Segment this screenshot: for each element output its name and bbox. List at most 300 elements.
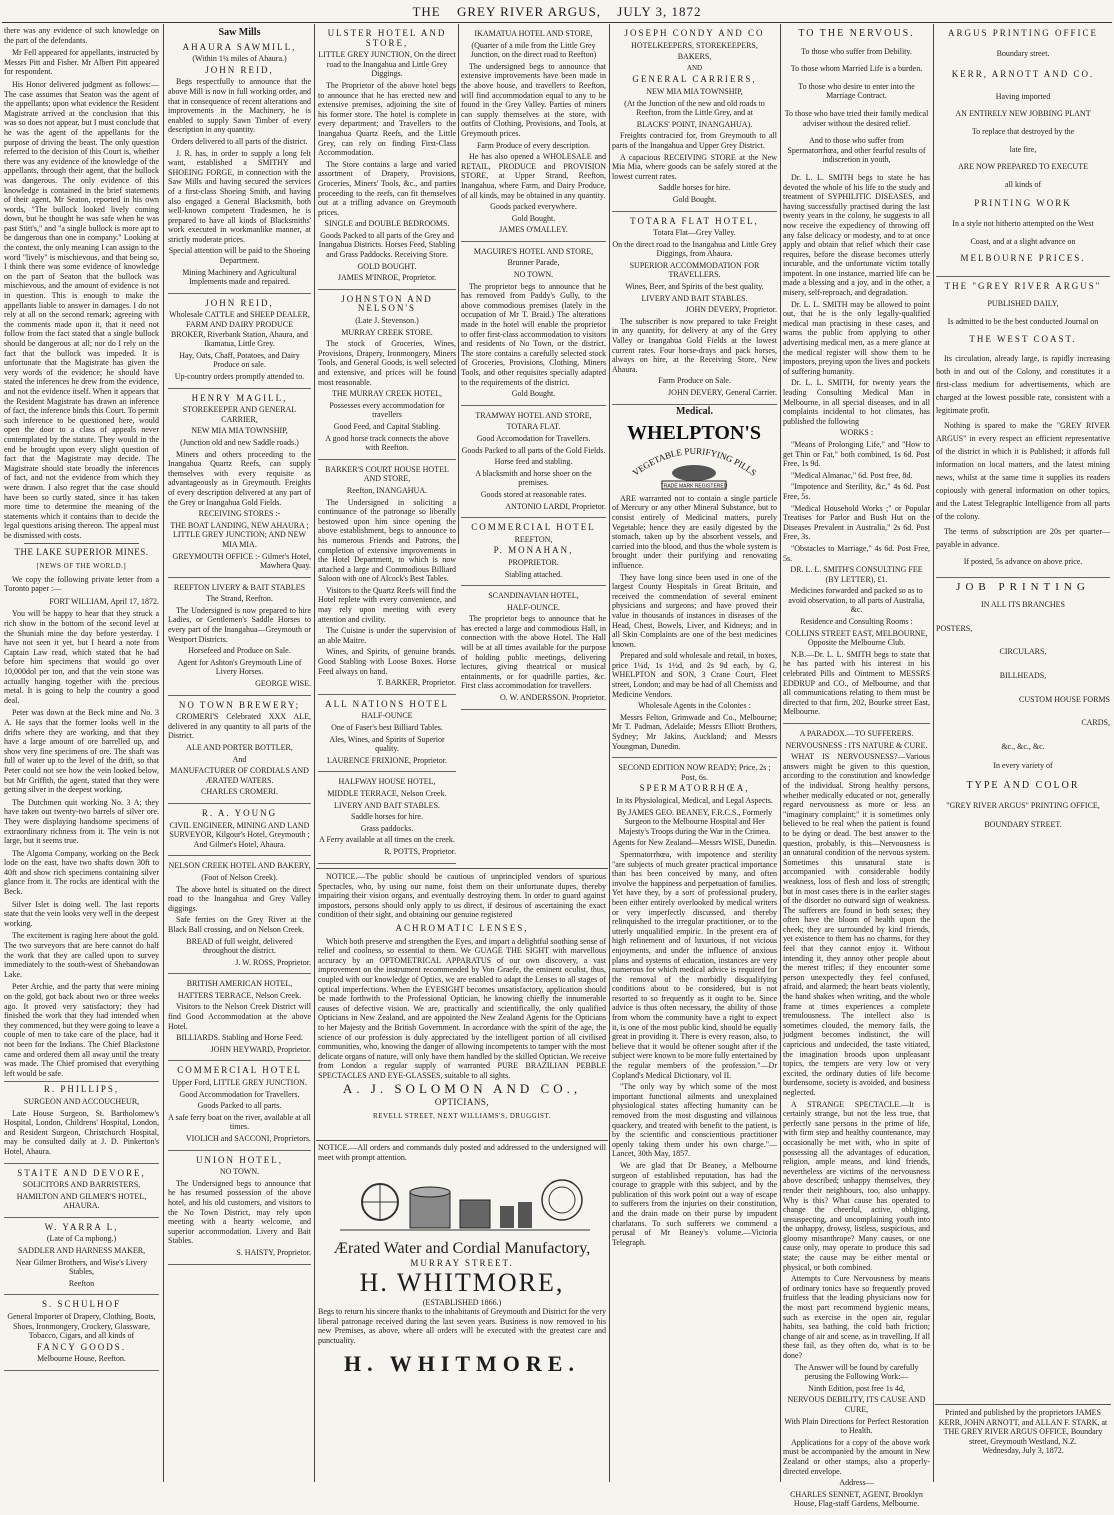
- ad-body: AND: [686, 63, 703, 72]
- ad-body: ARE warranted not to contain a single particle of Mercury or any other Mineral Substance, but to consist entirely of Medicinal matters, purely Vegetable; hence they are easily digested by the stomach, taken up by the absorbent vessels, and carried into the blood, and thus the whole system is brought under their purifying and renovating influence.: [612, 493, 777, 570]
- ad-body: The Proprietor of the above hotel begs to announce that he has erected new and extensive premises, adjoining the site of his former store. The hotel is complete in every department; and Travellers to the Inangahua Quartz Reefs, and the Little Grey, can rely on finding First-Class Accommodation.: [318, 80, 456, 158]
- ad-body: Totara Flat—Grey Valley.: [653, 228, 736, 238]
- ad-halfway-house: [318, 774, 456, 863]
- ad-solomon-opticians: [318, 872, 606, 1134]
- ad-phillips: [4, 1081, 159, 1163]
- ad-signature: S. HAISTY, Proprietor.: [236, 1247, 311, 1257]
- ad-body: Up-country orders promptly attended to.: [174, 372, 305, 381]
- ad-body: MANUFACTURER OF CORDIALS AND ÆRATED WATERS.: [170, 766, 309, 785]
- ad-body: Prepared and sold wholesale and retail, in boxes, price 1¼d, 1s 1½d, and 2s 9d each, by G. WHELPTON and SON, 3 Crane Court, Fleet street, London; and may be had of all Chemists and Medicine Vendors.: [612, 651, 777, 699]
- ad-ahaura-sawmill: [168, 40, 311, 294]
- ad-subtitle: SADDLER AND HARNESS MAKER,: [17, 1246, 146, 1256]
- ad-body: And to those who suffer from Spermatorrhœa, and other fearful results of indiscretion in youth,: [787, 136, 926, 165]
- ad-body: PROPRIETOR.: [508, 557, 559, 567]
- ad-body: The Answer will be found by carefully perusing the Following Work:—: [794, 1362, 919, 1382]
- ad-body: Having imported: [995, 91, 1051, 101]
- ad-body: A STRANGE SPECTACLE.—It is certainly strange, but not the less true, that perfectly sane persons in the prime of life, with firm step and healthy countenance, may occasionally be met with, who in spite of possessing all the advantages of education, religion, ample means, and kind friends, nevertheless are victims of the nervousness above described; unhappy themselves, they render their neighbours, too, also unhappy. Why is this? What cause has operated to change the cheerful, active, obliging, unsuspecting, and uncomplaining youth into the unhappy, drowsy, listless, suspicious, and gloomy misanthrope? Many causes, or one cause only, may operate to produce this sad state; the cause may be either mental or physical, or both combined.: [783, 1099, 930, 1272]
- column-argus-office: [936, 26, 1110, 1404]
- ad-title: R. PHILLIPS,: [43, 1084, 120, 1095]
- masthead-rule: [2, 22, 1112, 23]
- ad-body: The undersigned begs to announce that extensive improvements have been made in the above house, and travellers to Reefton, will find accommodation equal to any to be found in the Grey Valley. Parties of miners can supply themselves at the store, with outfits of Clothing, Provisions, and Tools, at Greymouth prices.: [461, 61, 606, 138]
- ad-subtitle: THE WEST COAST.: [969, 333, 1077, 344]
- ad-body: Gold Bought.: [511, 213, 556, 223]
- ad-body: (Junction old and new Saddle roads.): [180, 437, 299, 447]
- ad-body: The stock of Groceries, Wines, Provisions, Drapery, Ironmongery, Miners Tools, and General Goods, is well selected and extensive, and prices will be found most reasonable.: [318, 339, 456, 387]
- ad-body: Mining Machinery and Agricultural Implements made and repaired.: [182, 267, 297, 287]
- ad-body: A good horse track connects the above with Reefton.: [325, 433, 449, 453]
- ad-subtitle: GENERAL CARRIERS,: [632, 74, 757, 85]
- colophon: [936, 1408, 1110, 1456]
- ad-body: Horse feed and stabling.: [494, 457, 573, 467]
- column-divider: [163, 24, 164, 1482]
- text-paragraph: there was any evidence of such knowledge on the part of the defendants.: [4, 26, 159, 45]
- ad-title: W. YARRA L,: [44, 1221, 119, 1232]
- text-paragraph: The Dutchmen quit working No. 3 A; they have taken out twenty-two barrels of silver ore. They were displaying handsome specimens of extraordinary richness from it. The vein is not large, but it seems true.: [4, 797, 159, 846]
- ad-body: Reefton: [68, 1278, 95, 1288]
- ad-body: Reefton, INANGAHUA.: [346, 485, 428, 495]
- ad-subtitle: JOHN REID,: [205, 64, 274, 75]
- ad-title: THE "GREY RIVER ARGUS": [944, 280, 1102, 291]
- ad-schulhof: [4, 1297, 159, 1371]
- ad-body: N.B.—Dr. L. L. SMITH begs to state that he has parted with his interest in his celebrated Pills and Ointment to MESSRS EDDRUP and CO., of Melbourne, and that all communications relating to them must be directed to that firm, 202, Bourke street East, Melbourne.: [783, 649, 930, 717]
- ad-body: Miners and others proceeding to the Inangahua Quartz Reefs, can supply themselves with every requisite as advantageously as in Greymouth. Freights of every description delivered at any part of the Grey or Inangahua Gold Fields.: [168, 449, 311, 507]
- ad-body: BILLIARDS. Stabling and Horse Feed.: [176, 1033, 303, 1043]
- column-divider: [458, 24, 459, 544]
- column-news: [4, 26, 159, 1466]
- ad-body: "Obstacles to Marriage," 4s 6d. Post Free, 5s.: [783, 543, 930, 563]
- ad-subtitle: OPTICIANS,: [434, 1097, 490, 1108]
- article-heading: THE LAKE SUPERIOR MINES.: [14, 547, 149, 558]
- ad-body: Coast, and at a slight advance on: [970, 236, 1076, 246]
- ad-title: ALL NATIONS HOTEL: [325, 698, 449, 709]
- ad-title: UNION HOTEL,: [196, 1154, 283, 1165]
- ad-subtitle: BAKERS,: [677, 52, 712, 62]
- ad-body: Goods packed everywhere.: [490, 202, 577, 212]
- ad-body: In a style not hitherto attempted on the West: [952, 218, 1094, 228]
- text-paragraph: Peter Archie, and the party that were mining on the gold, got back about two or three weeks ago. It proved very satisfactory; they had finished the work that they had intended when they commenced, but they were going to leave a couple of men to take care of the place, had it not been for the Indians. The Chief Blackstone came and ordered them all away until the treaty was made. The Chief promised that everything left would be safe.: [4, 982, 159, 1078]
- ad-body: Hay, Oats, Chaff, Potatoes, and Dairy Produce on sale.: [179, 350, 300, 370]
- ad-body: Spermatorrhœa, with impotence and sterility "are subjects of much greater practical importance than has been conceived by many, and often involve the happiness and perpetuation of families. Yet have they, by a sort of professional prudery, been either entirely overlooked by medical writers or very imperfectly discussed, and thereby relinquished to the irregular practitioner, or to the utterly unqualified empiric. In the present era of high refinement and of luxurious, if not vicious enjoyments, and under the influence of anxious plans and systems of education, instances are very numerous for which medical advice is required for the removal of the morbidly disqualifying conditions about to be considered, but is not resorted to so frequently as it ought to be. Since advice is thus often necessary, the ability of those from whom the community have a right to expect it, is one of the most public kind, should be equally great in providing it. There is every reason, also, to believe that it would be oftener sought after if the subject were known to be more fully entertained by the regular members of the profession."—Dr Copland's Medical Dictionary, vol II.: [612, 849, 777, 1080]
- ad-body: (Foot of Nelson Creek).: [201, 872, 278, 882]
- ad-british-american-hotel: [168, 976, 311, 1061]
- ad-body: ARE NOW PREPARED TO EXECUTE: [958, 162, 1088, 172]
- ad-body: Good Accommodation for Travellers.: [179, 1089, 300, 1099]
- trade-mark-text: TRADE MARK REGISTERED: [660, 483, 728, 490]
- ad-signature: H. WHITMORE.: [343, 1351, 580, 1377]
- ad-title: JOHN REID,: [205, 297, 274, 308]
- ad-body: SINGLE and DOUBLE BEDROOMS.: [324, 219, 450, 229]
- ad-scandinavian-hotel: [461, 588, 606, 710]
- ad-subtitle: SUPERIOR ACCOMMODATION FOR TRAVELLERS.: [629, 260, 760, 280]
- ad-body: To those who have tried their family medical adviser without the desired relief.: [784, 108, 929, 128]
- ad-body: "Medical Household Works ;" or Popular Treatises for Parlor and Bush Hut on the Diseases Prevalent in Australia," 2s 6d. Post Free, 3s.: [783, 503, 930, 542]
- ad-title: A. J. SOLOMON AND CO.,: [342, 1081, 582, 1097]
- ad-body: Dr. L. L. SMITH may be allowed to point out, that he is the only legally-qualified medical man practising in these cases, and warns the public from applying to other advertising medical men, as a mere glance at the medical register will show them to be impostors, preying upon the lives and pockets of suffering humanity.: [783, 299, 930, 376]
- section-heading-sawmills: Saw Mills: [218, 27, 261, 38]
- ad-body: RECEIVING STORES :-: [198, 509, 281, 519]
- ad-body: The above hotel is situated on the direct road to the Inangahua and Grey Valley diggings.: [168, 884, 311, 913]
- ad-body: Messrs Felton, Grimwade and Co., Melbourne; Mr T. Padman, Adelaide; Messrs Elliott Brothers, Sydney; Mr Jakins, Auckland; and Messrs Youngman, Dunedin.: [612, 712, 777, 751]
- text-paragraph: Peter was down at the Beck mine and No. 3 A. He says that the former looks well in the drifts where they are working, and that they have a large amount of ore barrelled up, and show very fine specimens of ore. The shaft was full of water up to the level of the drift, so that Peter could not see how the vein looked below, but Mr Griffith, the agent, stated that they were getting silver in the deepest working.: [4, 708, 159, 795]
- ad-body: Grass paddocks.: [360, 823, 414, 833]
- ad-proprietor: H. WHITMORE,: [359, 1268, 565, 1297]
- ad-body: The Undersigned begs to announce that he has resumed possession of the above hotel, and his old customers, and visitors to the No Town District, may rely upon meeting with a hearty welcome, and superior accommodation. Livery and Bait Stables.: [168, 1178, 311, 1246]
- ad-body: CROMERI'S Celebrated XXX ALE, delivered in any quantity to all parts of the District.: [168, 712, 311, 741]
- ad-barkers-court-house: [318, 462, 456, 695]
- text-paragraph: The Algoma Company, working on the Beck lode on the east, have two shafts down 30ft to 40ft and show rich specimens containing silver glance from it. The rocks are identical with the Beck.: [4, 848, 159, 897]
- ad-body: Attempts to Cure Nervousness by means of ordinary tonics have so frequently proved fruitless that the leading physicians now for the most part recommend hygienic means, such as exercise in the open air, regular habits, sea bathing, the cold bath friction; change of air and scene, as in travelling. If all these fail, as they often do, what is to be done?: [783, 1274, 930, 1360]
- ad-body: If posted, 5s advance on above price.: [963, 557, 1083, 567]
- ad-johnston-nelson: [318, 292, 456, 460]
- ad-body: Which both preserve and strengthen the Eyes, and impart a delightful soothing sense of relief and coolness, so essential to them. We GUAGE THE SIGHT with marvellous accuracy by an OPTOMETRICAL APPARATUS of our own discovery, a vast improvement on the instrument recommended by Von Graefe, the eminent oculist, thus, coupled with our knowledge of Optics, we are enabled to adapt the Lenses to all stages of optical imperfections. When the EYESIGHT becomes unsatisfactory, application should be made forthwith to the Professional Optician, he knowing chiefly the innumerable causes of defective vision. We are, practically and scientifically, the only qualified Opticians in New Zealand, and are appointed the New Zealand Agents for the Opticians to her Majesty and the British Government. In accordance with the spirit of the age, the science of our profession is duly appreciated by the intelligent portion of all civilised communities, who, knowing the danger of allowing incompetents to tamper with the most delicate organs of nature, will only have them handled by the skilled Optician. We receive from London a regular supply of warranted PURE BRAZILIAN PEBBLE SPECTACLES AND EYE-GLASSES, suitable to all sights.: [318, 936, 606, 1080]
- text-paragraph: You will be happy to hear that they struck a rich show in the bottom of the second level at the Shuniah mine the day before yesterday. I have not seen it yet, but I heard a note from Captain Law read, which stated that he had before him specimens that would go over 10,000dol per ton, and that the vein stone was actually hanging together with the precious metal. It is going to help the country a good deal.: [4, 609, 159, 705]
- ad-item: CUSTOM HOUSE FORMS: [1019, 694, 1110, 704]
- ad-commercial-hotel-upper-ford: [168, 1063, 311, 1150]
- ad-body: Farm Produce of every description.: [476, 140, 591, 150]
- ad-ulster-hotel: [318, 26, 456, 290]
- ad-body: Dr. L. L. SMITH begs to state he has devoted the whole of his life to the study and treatment of SYPHILITIC DISEASES, and having successfully practised during the last twenty years in the colony, he suggests to all now receive the expediency of throwing off any false delicacy or modesty, and to at once apply and obtain that relief which their case requires, before the disease becomes utterly incurable, and the unfortunate victim totally impotent. In one instance, married life can be made a blessing and a joy, and in the other, a misery, self-reproach, and degradation.: [783, 172, 930, 298]
- ad-title: IKAMATUA HOTEL AND STORE,: [474, 29, 593, 38]
- ad-body: "GREY RIVER ARGUS" PRINTING OFFICE,: [946, 800, 1100, 810]
- ad-body: Saddle horses for hire.: [351, 812, 423, 822]
- ad-signature: VIOLICH and SACCONI, Proprietors.: [185, 1134, 311, 1143]
- ad-body: Is admitted to be the best conducted Journal on: [947, 316, 1099, 326]
- ad-body: THE BOAT LANDING, NEW AHAURA ; LITTLE GREY JUNCTION; AND NEW MIA MIA.: [170, 520, 309, 549]
- ad-body: COLLINS STREET EAST, MELBOURNE, Opposite the Melbourne Club.: [785, 628, 928, 648]
- ad-item: CIRCULARS,: [999, 647, 1047, 657]
- ad-totara-flat-hotel: [612, 214, 777, 405]
- ad-title: HENRY MAGILL,: [191, 392, 288, 403]
- ad-body: Good Feed, and Capital Stabling.: [333, 421, 441, 431]
- ad-signature: O. W. ANDERSSON. Proprietor.: [499, 693, 606, 703]
- ad-body: To those who suffer from Debility.: [801, 46, 912, 56]
- ad-subtitle: THE MURRAY CREEK HOTEL,: [331, 389, 443, 399]
- ad-subtitle: IN ALL ITS BRANCHES: [981, 600, 1065, 610]
- masthead: [0, 4, 1114, 20]
- ad-subtitle: PUBLISHED DAILY,: [987, 299, 1059, 309]
- masthead-title: GREY RIVER ARGUS,: [457, 4, 602, 19]
- notice-text: NOTICE.—All orders and commands duly posted and addressed to the undersigned will meet with prompt attention.: [318, 1143, 606, 1162]
- ad-title: TOTARA FLAT HOTEL,: [630, 215, 759, 226]
- ad-title: HALFWAY HOUSE HOTEL,: [338, 777, 436, 787]
- notice-whitmore: [318, 1143, 606, 1167]
- ad-subtitle: MURRAY CREEK STORE.: [341, 327, 433, 337]
- ad-body: Begs respectfully to announce that the above Mill is now in full working order, and that in consequence of recent alterations and improvements in the Machinery, he is enabled to supply Sawn Timber of every description in any quantity.: [168, 77, 311, 135]
- ad-body: NEW MIA MIA TOWNSHIP,: [191, 426, 288, 436]
- ad-body: Gold Bought.: [511, 389, 556, 399]
- ad-body: With Plain Directions for Perfect Restoration to Health.: [784, 1416, 929, 1436]
- ad-title: R. A. YOUNG: [201, 807, 278, 818]
- ad-body: Agent for Ashton's Greymouth Line of Livery Horses.: [177, 657, 302, 677]
- ad-signature: JOHN HEYWARD, Proprietor.: [210, 1044, 311, 1054]
- ad-title: JOSEPH CONDY AND CO: [624, 28, 765, 38]
- ad-signature: T. BARKER, Proprietor.: [377, 678, 456, 688]
- ad-subtitle: HOTELKEEPERS, STOREKEEPERS,: [631, 40, 758, 50]
- ad-maguires-hotel: [461, 244, 606, 406]
- ad-body: One of Faser's best Billiard Tables.: [331, 723, 443, 732]
- ad-body: NEW MIA MIA TOWNSHIP,: [646, 86, 743, 96]
- ad-body: "Medical Almanac," 6d. Post free, 8d.: [791, 470, 913, 480]
- column-divider: [609, 24, 610, 1482]
- ad-body: He has also opened a WHOLESALE and RETAIL, PRODUCE and PROVISION STORE, at Upper Strand, Reefton, Inangahua, where Farm, and Dairy Produce, of all kinds, may be obtained in any quantity.: [461, 152, 606, 200]
- ad-argus-published-daily: [936, 279, 1110, 578]
- ad-body: A Ferry available at all times on the creek.: [319, 835, 455, 845]
- ad-subtitle: DR. L. L. SMITH'S CONSULTING FEE (BY LETTER), £1.: [790, 565, 923, 584]
- ad-title: TO THE NERVOUS.: [798, 28, 915, 39]
- column-ads-2: [168, 26, 311, 1466]
- ad-body: Goods stored at reasonable rates.: [480, 489, 587, 499]
- ad-title: NO TOWN BREWERY;: [178, 699, 301, 710]
- ad-body: Applications for a copy of the above work must be accompanied by the amount in New Zealand or other stamps, also a properly-directed envelope.: [783, 1437, 930, 1476]
- ad-body: A capacious RECEIVING STORE at the New Mia Mia, where goods can be safely stored at the lowest current rates.: [612, 152, 777, 181]
- ad-signature: CHARLES SENNET, AGENT, Brooklyn House, Flag-staff Gardens, Melbourne.: [790, 1489, 923, 1509]
- ad-nelson-creek-hotel: [168, 858, 311, 974]
- ad-item: &c., &c., &c.: [1001, 741, 1045, 751]
- ad-body: Ninth Edition, post free 1s 4d,: [808, 1383, 905, 1393]
- ad-body: Freights contracted for, from Greymouth to all parts of the Inangahua and Upper Grey District.: [612, 131, 777, 150]
- ad-title: COMMERCIAL HOTEL: [177, 1065, 302, 1076]
- ad-body: Good Accomodation for Travellers.: [476, 433, 591, 443]
- ad-body: GREYMOUTH OFFICE :- Gilmer's Hotel, Mawhera Quay.: [172, 551, 311, 571]
- ad-body: Brunner Parade,: [507, 258, 560, 268]
- ad-body: late fire,: [1009, 144, 1037, 154]
- ad-body: And: [232, 754, 247, 764]
- ad-item: POSTERS,: [936, 623, 973, 633]
- column-ads-3: [318, 26, 456, 856]
- ad-signature: JOHN DEVERY, General Carrier.: [668, 388, 777, 397]
- ad-body: On the direct road to the Inangahua and Little Grey Diggings, from Ahaura.: [612, 239, 777, 259]
- article-source: [NEWS OF THE WORLD.]: [36, 562, 127, 571]
- ad-body: Boundary street.: [996, 48, 1050, 58]
- ad-body: The Strand, Reefton.: [206, 594, 273, 604]
- text-paragraph: Silver Islet is doing well. The last reports state that the vein looks very well in the deepest working.: [4, 899, 159, 928]
- ad-body: "The only way by which some of the most important functional ailments and unexplained physiological states affecting humanity can be removed from the most disgusting and villainous quackery, and treated with benefit to the patient, is by the scientific and conscientious practitioner openly taking them under his own charge."—Lancet, 30th May, 1857.: [612, 1082, 777, 1159]
- whelpton-wordmark: WHELPTON'S: [626, 422, 762, 445]
- ad-body: Medicines forwarded and packed so as to avoid observation, to all parts of Australia, &c.: [788, 586, 925, 615]
- ad-body: "Impotence and Sterility, &c," 4s 6d. Post Free, 5s.: [783, 482, 930, 501]
- ad-body: Wines, and Spirits, of genuine brands. Good Stabling with Loose Boxes. Horse Feed always on hand.: [318, 647, 456, 676]
- ad-title: TRAMWAY HOTEL AND STORE,: [475, 410, 592, 420]
- ad-body: The Store contains a large and varied assortment of Drapery, Provisions, Groceries, Miners' Tools, &c., and parties proceeding to the reefs, can fit themselves out at a trifling advance on Greymouth prices.: [318, 159, 456, 217]
- ad-subtitle: MELBOURNE PRICES.: [960, 253, 1086, 264]
- ad-body: The proprietor begs to announce that he has erected a large and commodious Hall, in connection with the above Hotel. The Hall will be at all times available for the purpose of holding public meetings, delivering lectures, giving theatrical or musical entainments, or for quadrille parties, &c. First class accommodation for travellers.: [461, 614, 606, 691]
- ad-no-town-brewery: [168, 698, 311, 804]
- ad-body: Possesses every accommodation for travellers: [329, 400, 445, 420]
- ad-body: "Means of Prolonging Life," and "How to get Thin or Fat," both combined, 1s 6d. Post Free, 1s 9d.: [783, 439, 930, 469]
- column-divider: [314, 24, 315, 1482]
- ad-body: The proprietor begs to announce that he has removed from Paddy's Gully, to the above commodious premises (lately in the occupation of Mr T. Braid.) The alterations made in the hotel will enable the proprietor to offer first-class accommodation to visitors and residents of No Town, or the district. The store contains a carefully selected stock of Groceries, Provisions, Clothing, Miners Tools, and other requisites specially adapted to the requirements of the district.: [461, 281, 606, 387]
- ad-body: AN ENTIRELY NEW JOBBING PLANT: [955, 109, 1091, 119]
- ad-body: Near Gilmer Brothers, and Wise's Livery Stables,: [15, 1257, 148, 1277]
- ad-address: BOUNDARY STREET.: [984, 820, 1062, 830]
- ad-title: ULSTER HOTEL AND STORE,: [327, 28, 447, 48]
- ad-body: To those who desire to enter into the Marriage Contract.: [798, 81, 915, 101]
- ad-title: BARKER'S COURT HOUSE HOTEL AND STORE,: [325, 464, 449, 484]
- ad-title: COMMERCIAL HOTEL: [471, 522, 596, 533]
- ad-tramway-hotel: [461, 408, 606, 518]
- ad-body: REEFTON,: [514, 534, 553, 544]
- ad-title: S. SCHULHOF: [41, 1299, 121, 1310]
- ad-body: Orders delivered to all parts of the district.: [171, 136, 308, 146]
- ad-title: Ærated Water and Cordial Manufactory,: [333, 1240, 591, 1257]
- ad-body: Begs to return his sincere thanks to the inhabitants of Greymouth and District for the very liberal patronage received during the last seven years. Business is now removed to his new Premises, as above, where all orders will be executed with the greatest care and punctuality.: [318, 1307, 606, 1345]
- ad-body: WHAT IS NERVOUSNESS?—Various answers might be given to this question, according to the constitution and knowledge of the individual. Strong healthy persons, whether medically educated or not, generally regard nervousness as more or less an "imaginary complaint;" it is sometimes only believed to be real when the patient is found to be dying or dead. The best answer to the question, probably, is this—Nervousness is an unnatural condition of the nervous system. Sometimes this unnatural state is accompanied with considerable bodily weakness, loss of flesh and loss of strength; but in most cases there is in the earlier stages of the disorder no outward sign of weakness. The sufferers are found in both sexes; they often have the bloom of health upon the cheek; they are surrounded by kind friends, yet existence to them has no charms, for they feel that they cannot enjoy it. Without intending it, they annoy other people about the merest trifles; if they encounter some person unexpectedly they feel confused, afraid, and alarmed; the heart beats violently, the hand shakes when writing, and the whole frame at times experiences a complete tremulousness. The intellect also is sometimes clouded, the memory fails, the judgment becomes indistinct, the will capricious and undecided, the taste vitiated, the imagination broods upon unpleasant topics, the tempers are very low or very excited, the ordinary duties of life become burdensome, society is avoided, and business neglected.: [783, 752, 930, 1097]
- ad-body: (At the Junction of the new and old roads to Reefton, from the Little Grey, and at: [624, 98, 765, 118]
- ad-body: TOTARA FLAT.: [506, 422, 561, 432]
- ad-subtitle: WORKS :: [839, 428, 874, 438]
- ad-subtitle: NERVOUS DEBILITY, ITS CAUSE AND CURE,: [787, 1395, 926, 1414]
- ad-body: MIDDLE TERRACE, Nelson Creek.: [327, 788, 447, 798]
- ad-body: LIVERY AND BAIT STABLES.: [641, 293, 748, 303]
- ad-subtitle: FANCY GOODS.: [36, 1341, 126, 1352]
- ad-union-hotel: [168, 1153, 311, 1265]
- ad-signature: R. POTTS, Proprietor.: [384, 846, 456, 856]
- ad-body: Melbourne House, Reefton.: [37, 1354, 126, 1364]
- masthead-date: JULY 3, 1872: [617, 4, 702, 19]
- section-heading-medical: Medical.: [676, 405, 713, 417]
- ad-body: Wholesale Agents in the Colonies :: [638, 701, 751, 711]
- ad-whitmore: [318, 1240, 606, 1377]
- judgment-paragraph: His Honor delivered judgment as follows:—The case assumes that Seaton was the agent of the appellants; upon what evidence the Resident Magistrate arrived at the conclusion that this was so does not appear, but I must conclude that he was the agent of the appellants for the purpose of driving the beast. The only question referred to the decision of this Court is, whether there was any evidence of the knowledge of the appellants, through their agent, that the bullock was dangerous. The only evidence of this knowledge is contained in the brief statements of their agent, Mr Seaton, reported in his own words, "The bullock looked lively coming down, but he thought he was safe when he was past Stitt's," and "a single bullock is more apt to be dangerous than one in company." Looking at the context, the only meaning I can assign to the word "lively" is mischievous, and that being so, I think there was some evidence of knowledge on the part of Seaton that the bullock was mischievous, and the amount of evidence is not in question. This is enough to make the appellants liable to answer in damages. I do not rely at all on the second remark; agreeing with the comments made upon it, that it need not follow from the fact stated that a single bullock should be dangerous at all; nor do I rely on the fact that the bullock was impeded. It is unfortunate that the Magistrate has given the very words of the evidence; he should have stated the inferences he drew from the evidence, and not the evidence itself. When it appears that the Resident Magistrate has drawn an inference of fact, the inference binds this Court. To permit such inference to be questioned here, would open the door to a class of appeals never contemplated by the statute. They would in the end be brought upon every slight question of fact that the Magistrate may decide. The Magistrate should state broadly the inferences of fact, and not the evidence from which they were drawn. I also regret that the case should have been so curtly stated, since it has taken more time to determine the meaning of the statements which it contains than to decide the legal questions arising thereon. The appeal must be dismissed with costs.: [4, 79, 159, 540]
- ad-body: The terms of subscription are 20s per quarter—payable in advance.: [936, 527, 1110, 550]
- colophon-date: Wednesday, July 3, 1872.: [982, 1446, 1064, 1455]
- ad-body: They have long since been used in one of the largest County Hospitals in Great Britain, and received the commendation of several eminent physicians and surgeons; and have proved their value in thousands of instances in diseases of the Head, Chest, Bowels, Liver, and Kidneys; and in all Skin Complaints are one of the best medicines known.: [612, 572, 777, 649]
- ad-commercial-hotel-reefton: [461, 520, 606, 586]
- masthead-article: THE: [412, 4, 441, 19]
- ad-body: ALE AND PORTER BOTTLER,: [186, 743, 293, 752]
- ad-body: Safe ferries on the Grey River at the Black Ball crossing, and on Nelson Creek.: [168, 915, 311, 934]
- ad-body: Special attention will be paid to the Shoeing Department.: [168, 246, 311, 266]
- ad-body: (Late of Ca mpbong.): [46, 1234, 117, 1244]
- ad-body: In every variety of: [993, 761, 1053, 771]
- ad-body: Its circulation, already large, is rapidly increasing both in and out of the Colony, and constitutes it a first-class medium for advertisements, which are charged at the lowest possible rate, consistent with a legitimate profit.: [936, 354, 1110, 416]
- ad-body: Gold Bought.: [672, 194, 717, 204]
- ad-body: Goods Packed to all parts.: [197, 1101, 282, 1111]
- ad-body: LITTLE GREY JUNCTION, On the direct road to the Inangahua and Little Grey Diggings.: [318, 50, 456, 79]
- colophon-text: Printed and published by the proprietors JAMES KERR, JOHN ARNOTT, and ALLAN F. STARK, at THE GREY RIVER ARGUS OFFICE, Boundary street, Greymouth Westland, N.Z.: [938, 1408, 1108, 1446]
- ad-body: GOLD BOUGHT.: [357, 261, 417, 271]
- ad-body: Stabling attached.: [504, 569, 563, 579]
- ad-henry-magill: [168, 391, 311, 578]
- ad-subtitle: STOREKEEPER AND GENERAL CARRIER,: [182, 405, 297, 424]
- ad-reefton-livery: [168, 580, 311, 696]
- column-ads-6: [783, 26, 930, 1509]
- ad-body: Goods Packed to all parts of the Gold Fields.: [461, 445, 606, 455]
- ad-body: By JAMES GEO. BEANEY, F.R.C.S., Formerly Surgeon to the Melbourne Hospital and Her Majesty's Troops during the War in the Crimea.: [616, 807, 773, 836]
- ad-body: Goods Packed to all parts of the Grey and Inangahua Districts. Horses Feed, Stabling and Grass Paddocks. Receiving Store.: [318, 230, 456, 260]
- ad-established: (ESTABLISHED 1866.): [422, 1298, 502, 1307]
- ad-body: CIVIL ENGINEER, MINING AND LAND SURVEYOR, Kilgour's Hotel, Greymouth ; And Gilmer's Hotel, Ahaura.: [169, 820, 310, 849]
- ad-title: ARGUS PRINTING OFFICE: [947, 28, 1098, 38]
- ad-title: SECOND EDITION NOW READY; Price, 2s ; Post, 6s.: [618, 763, 771, 782]
- text-paragraph: The excitement is raging here about the gold. The two surveyors that are here cannot do half the work that they are called upon to survey immediately to the south-west of Shebandowan Lake.: [4, 931, 159, 979]
- ad-body: Saddle horses for hire.: [658, 183, 731, 193]
- ad-spermatorrhoea-book: [612, 760, 777, 1253]
- ad-subtitle: SPERMATORRHŒA,: [639, 783, 750, 794]
- ad-subtitle: TYPE AND COLOR: [966, 780, 1080, 792]
- column-ads-5: [612, 26, 777, 1466]
- ad-signature: GEORGE WISE.: [255, 679, 311, 689]
- ad-title: A PARADOX.—TO SUFFERERS.: [799, 729, 914, 738]
- ad-body: BLACKS' POINT, INANGAHUA).: [636, 119, 753, 129]
- ad-signature: CHARLES CROMERI.: [201, 787, 278, 797]
- ad-body: (Within 1¼ miles of Ahaura.): [192, 54, 287, 64]
- column-divider: [780, 24, 781, 1482]
- ad-body: HALF-OUNCE: [361, 711, 413, 721]
- ad-body: The subscriber is now prepared to take Freight in any quantity, for delivery at any of the Grey Valley or Inangahua Gold Fields at the lowest current rates. Four horse-drays and pack horses, always on hire, at the Receiving Store, New Ahaura.: [612, 316, 777, 374]
- ad-item: CARDS,: [1081, 718, 1110, 728]
- ad-john-reid: [168, 296, 311, 389]
- ad-body: General Importer of Drapery, Clothing, Boots, Shoes, Ironmongery, Crockery, Glassware, Tobacco, Cigars, and all kinds of: [7, 1312, 156, 1341]
- ad-title: REEFTON LIVERY & BAIT STABLES: [173, 582, 306, 592]
- ad-body: To replace that destroyed by the: [971, 126, 1075, 136]
- ad-signature: ANTONIO LARDI, Proprietor.: [505, 501, 606, 511]
- column-ads-4: [461, 26, 606, 703]
- ad-subtitle: SOLICITORS AND BARRISTERS,: [22, 1180, 141, 1190]
- ad-body: Farm Produce on Sale.: [658, 376, 731, 386]
- ad-body: To those whom Married Life is a burden.: [790, 64, 923, 74]
- ad-body: We are glad that Dr Beaney, a Melbourne surgeon of established reputation, has had the courage to grapple with this subject, and by the publication of this work point out a way of escape to sufferers from the injuries on their constitution, and the drain made on their purse by impudent charlatans. To such sufferers we commend a perusal of Mr Beaney's volume.—Victoria Telegraph.: [612, 1160, 777, 1247]
- ad-body: Wines, Beer, and Spirits of the best quality.: [625, 282, 764, 292]
- cordial-machinery-illustration: [340, 1172, 590, 1234]
- ad-body: Address—: [839, 1478, 874, 1488]
- ad-body: The Undersigned is now prepared to hire Ladies, or Gentlemen's Saddle Horses to every part of the Inangahua—Greymouth or Westport Districts.: [168, 605, 311, 644]
- ad-title: SCANDINAVIAN HOTEL,: [488, 591, 579, 601]
- ad-body: Dr. L. L. SMITH, for twenty years the leading Consulting Medical Man in Melbourne, in all special diseases, and in all complaints incidental to hot climates, has published the following: [783, 378, 930, 426]
- ad-body: The Undersigned in soliciting a continuance of the patronage so liberally bestowed upon him since opening the above establishment, begs to announce to his numerous Friends and Patrons, the completion of extensive improvements in the Hotel Department, to which is now attached a large and Commodious Billiard Saloon with one of Alcock's Best Tables.: [318, 497, 456, 584]
- whelpton-arc-text: VEGETABLE PURIFYING PILLS: [630, 446, 759, 479]
- ad-subtitle: MURRAY STREET.: [410, 1258, 514, 1268]
- ad-body: Visitors to the Nelson Creek District will find Good Accommodation at the above Hotel.: [168, 1002, 311, 1031]
- ad-body: (Late J. Stevenson.): [355, 316, 419, 326]
- ad-job-printing: [936, 580, 1110, 836]
- ad-subtitle: ACHROMATIC LENSES,: [395, 922, 529, 933]
- ad-yarra: [4, 1220, 159, 1296]
- ad-body: NO TOWN.: [219, 1167, 260, 1177]
- ad-body: Nothing is spared to make the "GREY RIVER ARGUS" in every respect an efficient representative of the district in which it is Published; it affords full information on local matters, and the latest mining news, whilst at the same time it supplies its readers copiously with general information on other topics, and the Latest Telegraphic Intelligence from all parts of the colony.: [936, 421, 1110, 522]
- ad-signature: J. W. ROSS, Proprietor.: [235, 957, 311, 967]
- ad-address: REVELL STREET, NEXT WILLIAMS'S, DRUGGIST.: [373, 1111, 551, 1120]
- ad-argus-printing-office: [936, 26, 1110, 277]
- ad-all-nations-hotel: [318, 697, 456, 773]
- ad-ra-young: [168, 806, 311, 856]
- ad-body: HAMILTON AND GILMER'S HOTEL, AHAURA.: [16, 1191, 147, 1211]
- ad-whelptons-pills: [612, 418, 777, 758]
- ad-signature: JOHN DEVERY, Proprietor.: [685, 305, 777, 315]
- ad-body: Horsefeed and Produce on Sale.: [188, 646, 291, 656]
- ad-body: A safe ferry boat on the river, available at all times.: [168, 1112, 311, 1132]
- ad-item: BILLHEADS,: [999, 671, 1047, 681]
- ad-title: NELSON CREEK HOTEL AND BAKERY,: [168, 861, 311, 871]
- ad-body: Ales, Wines, and Spirits of Superior quality.: [329, 734, 445, 754]
- ad-body: NO TOWN.: [513, 270, 554, 280]
- dateline: FORT WILLIAM, April 17, 1872.: [49, 596, 159, 606]
- ad-title: JOB PRINTING: [956, 580, 1090, 593]
- ad-body: In its Physiological, Medical, and Legal Aspects.: [616, 796, 773, 805]
- notice-text: NOTICE.—The public should be cautious of unprincipled vendors of spurious Spectacles, who, by using our name, foist them on their unfortunate dupes, thereby impairing their vision organs, and eventually destroying them. In order to guard against impostors, persons should only apply to us direct, if desirous of ascertaining the exact condition of their sight, and obtaining our genuine registered: [318, 872, 606, 920]
- ad-title: STAITE AND DEVORE,: [17, 1167, 146, 1178]
- ad-title: MAGUIRE'S HOTEL AND STORE,: [473, 246, 594, 256]
- ad-title: BRITISH AMERICAN HOTEL,: [186, 979, 293, 989]
- ad-body: The Cuisine is under the supervision of an able Maitre.: [318, 626, 456, 645]
- ad-body: HALF-OUNCE.: [506, 602, 561, 612]
- ad-title: AHAURA SAWMILL,: [182, 41, 297, 52]
- ad-body: all kinds of: [1005, 179, 1041, 189]
- text-paragraph: We copy the following private letter from a Toronto paper :—: [4, 574, 159, 594]
- ad-nervousness: [783, 726, 930, 1515]
- ad-signature: JAMES O'MALLEY.: [499, 225, 568, 235]
- ad-body: J. R. has, in order to supply a long felt want, established a SMITHY and SHOEING FORGE, in connection with the Saw Mills and having secured the services of a first-class Shoeing Smith, and having also engaged a General Blacksmith, both well-known competent Tradesmen, he is prepared to have all kinds of Blacksmiths' work executed in workmanlike manner, at strictly moderate prices.: [168, 148, 311, 244]
